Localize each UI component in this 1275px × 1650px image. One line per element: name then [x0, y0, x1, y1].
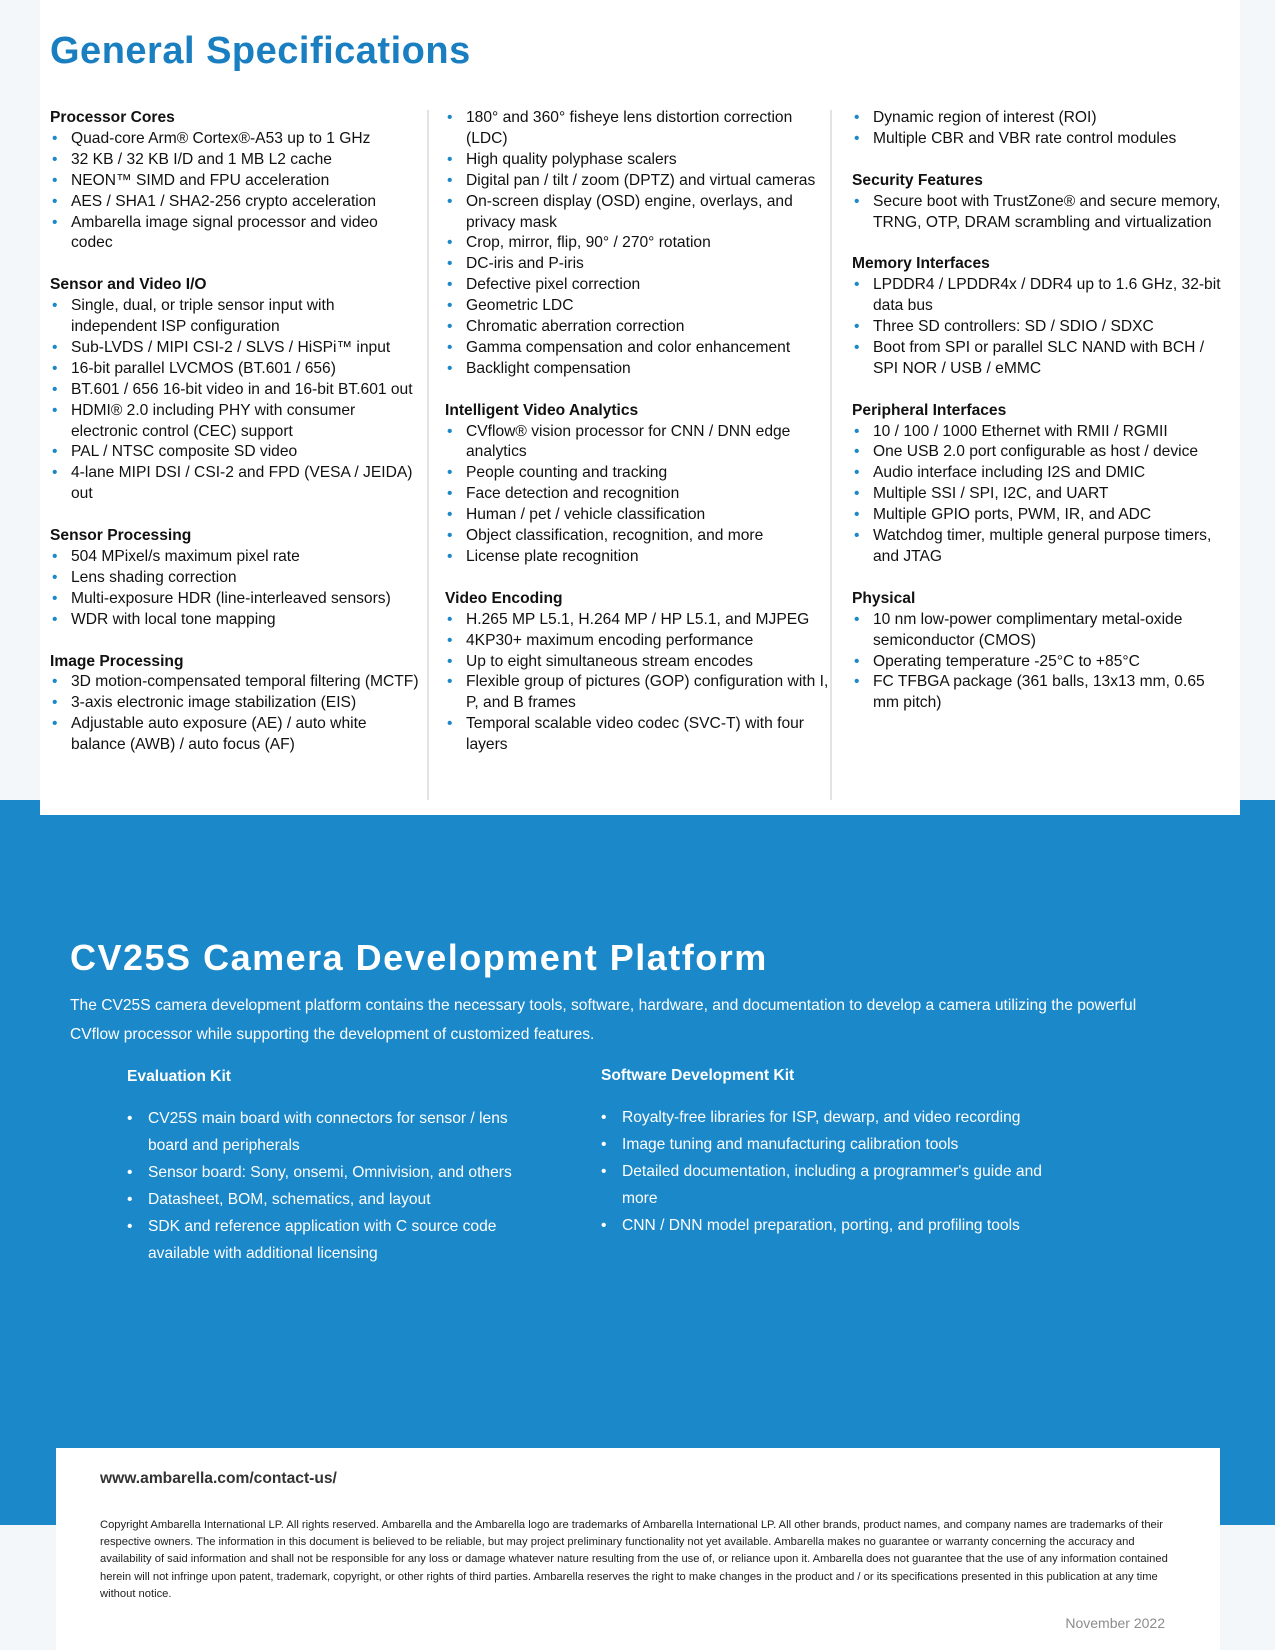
spec-item: • 504 MPixel/s maximum pixel rate: [50, 547, 420, 568]
spec-item: • Three SD controllers: SD / SDIO / SDXC: [852, 317, 1227, 338]
spec-item: • 4KP30+ maximum encoding performance: [445, 631, 830, 652]
platform-title: CV25S Camera Development Platform: [70, 937, 768, 978]
column-divider: [427, 110, 429, 800]
spec-item: • 4-lane MIPI DSI / CSI-2 and FPD (VESA / JEIDA) out: [50, 463, 420, 505]
spec-item: • Gamma compensation and color enhancement: [445, 338, 830, 359]
page-title: General Specifications: [50, 30, 471, 72]
section-title: Sensor and Video I/O: [50, 276, 207, 294]
kit-item: • Image tuning and manufacturing calibration tools: [601, 1131, 1061, 1158]
section-title: Physical: [852, 589, 916, 607]
spec-item: • 10 nm low-power complimentary metal-oxide semiconductor (CMOS): [852, 610, 1227, 652]
footer: [56, 1448, 1220, 1650]
kit-item: • CNN / DNN model preparation, porting, and profiling tools: [601, 1212, 1061, 1239]
spec-item: • H.265 MP L5.1, H.264 MP / HP L5.1, and MJPEG: [445, 610, 830, 631]
kit-item: • CV25S main board with connectors for sensor / lens board and peripherals: [127, 1105, 547, 1159]
spec-section: [852, 254, 1227, 379]
spec-item: • 3D motion-compensated temporal filtering (MCTF): [50, 672, 420, 693]
spec-list: [852, 610, 1227, 715]
spec-item: • On-screen display (OSD) engine, overlays, and privacy mask: [445, 192, 830, 234]
spec-item: • PAL / NTSC composite SD video: [50, 442, 420, 463]
spec-list: [50, 129, 420, 254]
spec-item: • Boot from SPI or parallel SLC NAND with BCH / SPI NOR / USB / eMMC: [852, 338, 1227, 380]
general-specifications-card: [40, 0, 1240, 815]
section-title: Memory Interfaces: [852, 255, 990, 273]
software-development-kit: [601, 1067, 1061, 1239]
spec-item: • Secure boot with TrustZone® and secure memory, TRNG, OTP, DRAM scrambling and virtualization: [852, 192, 1227, 234]
kit-item: • Royalty-free libraries for ISP, dewarp, and video recording: [601, 1104, 1061, 1131]
spec-section: [852, 108, 1227, 150]
spec-list: [50, 672, 420, 756]
spec-item: • Up to eight simultaneous stream encodes: [445, 652, 830, 673]
spec-section: [50, 275, 420, 505]
spec-list: [852, 108, 1227, 150]
spec-item: • Adjustable auto exposure (AE) / auto white balance (AWB) / auto focus (AF): [50, 714, 420, 756]
spec-section: [445, 401, 830, 568]
spec-item: • 3-axis electronic image stabilization (EIS): [50, 693, 420, 714]
spec-list: [852, 422, 1227, 568]
spec-item: • Multiple CBR and VBR rate control modules: [852, 129, 1227, 150]
spec-item: • Audio interface including I2S and DMIC: [852, 463, 1227, 484]
evaluation-kit: [127, 1068, 547, 1267]
section-title: Peripheral Interfaces: [852, 401, 1007, 419]
spec-item: • Digital pan / tilt / zoom (DPTZ) and virtual cameras: [445, 171, 830, 192]
spec-item: • Multi-exposure HDR (line-interleaved sensors): [50, 589, 420, 610]
spec-list: [50, 296, 420, 505]
spec-column-3: [852, 108, 1227, 735]
spec-item: • Quad-core Arm® Cortex®-A53 up to 1 GHz: [50, 129, 420, 150]
spec-section: [445, 108, 830, 380]
evaluation-kit-list: [127, 1105, 547, 1267]
spec-item: • AES / SHA1 / SHA2-256 crypto acceleration: [50, 192, 420, 213]
spec-list: [50, 547, 420, 631]
kit-item: • Datasheet, BOM, schematics, and layout: [127, 1186, 547, 1213]
spec-item: • FC TFBGA package (361 balls, 13x13 mm, 0.65 mm pitch): [852, 672, 1227, 714]
spec-item: • Object classification, recognition, and more: [445, 526, 830, 547]
spec-section: [50, 652, 420, 757]
spec-item: • Face detection and recognition: [445, 484, 830, 505]
spec-section: [50, 108, 420, 254]
spec-item: • People counting and tracking: [445, 463, 830, 484]
section-title: Intelligent Video Analytics: [445, 401, 639, 419]
spec-item: • 32 KB / 32 KB I/D and 1 MB L2 cache: [50, 150, 420, 171]
spec-list: [852, 192, 1227, 234]
sdk-title: Software Development Kit: [601, 1067, 795, 1084]
spec-item: • High quality polyphase scalers: [445, 150, 830, 171]
section-title: Video Encoding: [445, 589, 563, 607]
spec-item: • Crop, mirror, flip, 90° / 270° rotation: [445, 233, 830, 254]
sdk-list: [601, 1104, 1061, 1239]
spec-item: • Geometric LDC: [445, 296, 830, 317]
spec-item: • Human / pet / vehicle classification: [445, 505, 830, 526]
section-title: Processor Cores: [50, 109, 175, 126]
spec-item: • Flexible group of pictures (GOP) configuration with I, P, and B frames: [445, 672, 830, 714]
spec-section: [445, 589, 830, 756]
section-title: Image Processing: [50, 652, 184, 670]
section-title: Security Features: [852, 171, 983, 189]
spec-item: • Dynamic region of interest (ROI): [852, 108, 1227, 129]
platform-description: The CV25S camera development platform contains the necessary tools, software, hardware, and documentation to develop a camera utilizing the powerful CVflow processor while supporting the development of customized features.: [70, 997, 1137, 1043]
spec-item: • LPDDR4 / LPDDR4x / DDR4 up to 1.6 GHz, 32-bit data bus: [852, 275, 1227, 317]
column-divider: [830, 110, 832, 800]
spec-item: • Defective pixel correction: [445, 275, 830, 296]
spec-item: • Sub-LVDS / MIPI CSI-2 / SLVS / HiSPi™ input: [50, 338, 420, 359]
spec-section: [852, 589, 1227, 714]
spec-item: • 10 / 100 / 1000 Ethernet with RMII / RGMII: [852, 422, 1227, 443]
spec-item: • Single, dual, or triple sensor input with independent ISP configuration: [50, 296, 420, 338]
spec-list: [445, 610, 830, 756]
spec-section: [852, 401, 1227, 568]
spec-item: • Backlight compensation: [445, 359, 830, 380]
spec-item: • License plate recognition: [445, 547, 830, 568]
kit-item: • Detailed documentation, including a programmer's guide and more: [601, 1158, 1061, 1212]
spec-list: [445, 108, 830, 380]
spec-item: • Watchdog timer, multiple general purpose timers, and JTAG: [852, 526, 1227, 568]
spec-item: • Chromatic aberration correction: [445, 317, 830, 338]
kit-item: • Sensor board: Sony, onsemi, Omnivision, and others: [127, 1159, 547, 1186]
spec-item: • BT.601 / 656 16-bit video in and 16-bit BT.601 out: [50, 380, 420, 401]
spec-item: • HDMI® 2.0 including PHY with consumer electronic control (CEC) support: [50, 401, 420, 443]
evaluation-kit-title: Evaluation Kit: [127, 1068, 231, 1085]
spec-item: • NEON™ SIMD and FPU acceleration: [50, 171, 420, 192]
spec-column-2: [445, 108, 830, 777]
spec-item: • Lens shading correction: [50, 568, 420, 589]
spec-item: • WDR with local tone mapping: [50, 610, 420, 631]
kit-item: • SDK and reference application with C source code available with additional licensing: [127, 1213, 547, 1267]
section-title: Sensor Processing: [50, 527, 192, 545]
spec-item: • CVflow® vision processor for CNN / DNN edge analytics: [445, 422, 830, 464]
spec-section: [852, 171, 1227, 234]
spec-item: • Multiple GPIO ports, PWM, IR, and ADC: [852, 505, 1227, 526]
spec-item: • Multiple SSI / SPI, I2C, and UART: [852, 484, 1227, 505]
spec-column-1: [50, 108, 420, 777]
spec-section: [50, 526, 420, 631]
spec-item: • DC-iris and P-iris: [445, 254, 830, 275]
spec-item: • One USB 2.0 port configurable as host / device: [852, 442, 1227, 463]
publication-date: November 2022: [1065, 1615, 1165, 1631]
spec-item: • Ambarella image signal processor and video codec: [50, 213, 420, 255]
spec-item: • Temporal scalable video codec (SVC-T) with four layers: [445, 714, 830, 756]
spec-item: • 16-bit parallel LVCMOS (BT.601 / 656): [50, 359, 420, 380]
spec-item: • 180° and 360° fisheye lens distortion correction (LDC): [445, 108, 830, 150]
contact-link[interactable]: www.ambarella.com/contact-us/: [100, 1470, 337, 1487]
copyright-notice: Copyright Ambarella International LP. All rights reserved. Ambarella and the Ambarella logo are trademarks of Ambarella International LP. All other brands, product names, and company names are trademarks of their respective owners. The information in this document is believed to be reliable, but may project preliminary functionality not yet available. Ambarella makes no guarantee or warranty concerning the accuracy and availability of said information and shall not be responsible for any loss or damage whatever nature resulting from the use of, or reliance upon it. Ambarella does not guarantee that the use of any information contained herein will not infringe upon patent, trademark, copyright, or other rights of third parties. Ambarella reserves the right to make changes in the product and / or its specifications presented in this publication at any time without notice.: [100, 1519, 1168, 1600]
spec-list: [852, 275, 1227, 380]
spec-list: [445, 422, 830, 568]
spec-item: • Operating temperature -25°C to +85°C: [852, 652, 1227, 673]
